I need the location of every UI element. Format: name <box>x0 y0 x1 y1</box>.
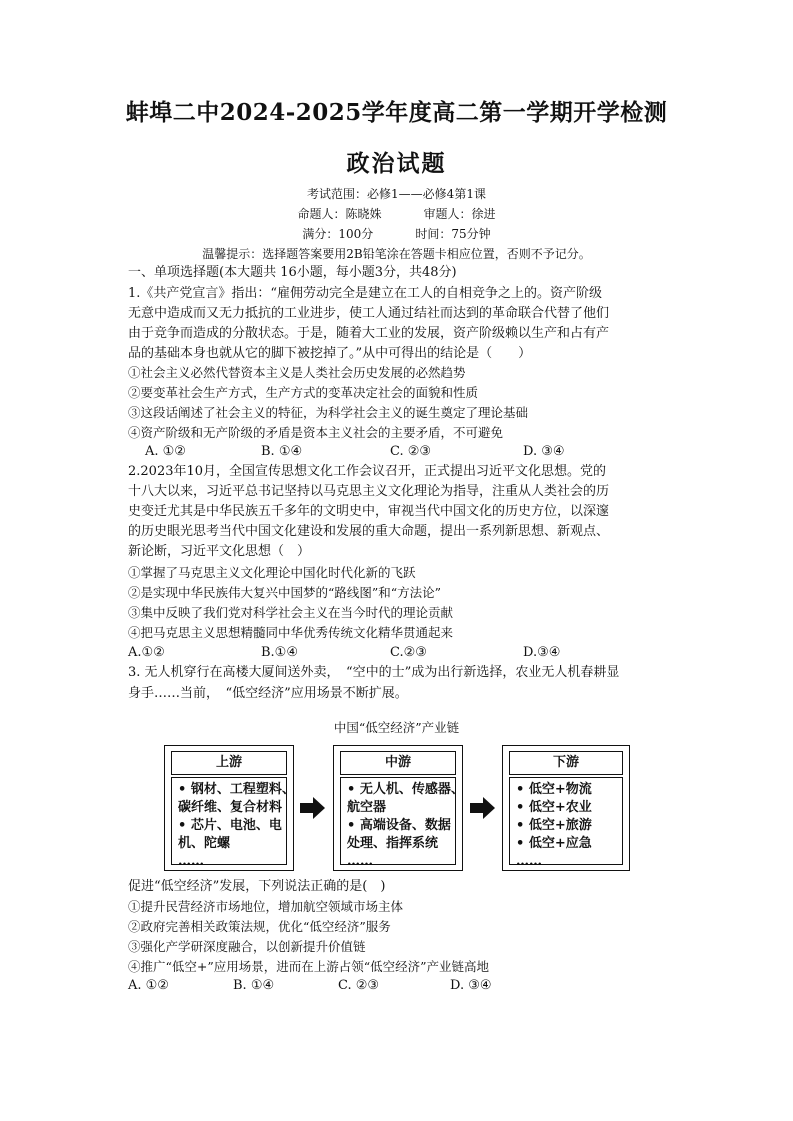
q1-option-c[interactable]: C. ②③ <box>390 444 432 459</box>
q1-option-a[interactable]: A. ①② <box>145 444 186 459</box>
q3-item: ②政府完善相关政策法规，优化“低空经济”服务 <box>128 919 391 934</box>
upstream-line: • 芯片、电池、电 <box>178 818 282 833</box>
midstream-line: • 高端设备、数据 <box>347 818 451 833</box>
q1-item: ③这段话阐述了社会主义的特征，为科学社会主义的诞生奠定了理论基础 <box>128 405 529 420</box>
q1-item: ④资产阶级和无产阶级的矛盾是资本主义社会的主要矛盾，不可避免 <box>128 425 504 440</box>
q2-stem-line: 十八大以来，习近平总书记坚持以马克思主义文化理论为指导，注重从人类社会的历 <box>128 484 610 499</box>
q3-item: ④推广“低空+”应用场景，进而在上游占领“低空经济”产业链高地 <box>128 959 490 974</box>
q3-stem-line: 3. 无人机穿行在高楼大厦间送外卖， “空中的士”成为出行新选择，农业无人机春耕显 <box>128 665 620 680</box>
downstream-title: 下游 <box>509 751 623 775</box>
q3-item: ③强化产学研深度融合，以创新提升价值链 <box>128 939 366 954</box>
downstream-line: • 低空+物流 <box>516 782 592 797</box>
q1-stem-line: 由于竞争而造成的分散状态。于是，随着大工业的发展，资产阶级赖以生产和占有产 <box>128 326 610 341</box>
upstream-line: 碳纤维、复合材料 <box>178 800 283 815</box>
midstream-line: 航空器 <box>347 800 387 815</box>
q3-item: ①提升民营经济市场地位，增加航空领域市场主体 <box>128 899 404 914</box>
q2-item: ①掌握了马克思主义文化理论中国化时代化新的飞跃 <box>128 565 416 580</box>
upstream-line: 机、陀螺 <box>178 836 231 851</box>
author-label: 命题人：陈晓姝 <box>297 207 382 221</box>
q2-item: ③集中反映了我们党对科学社会主义在当今时代的理论贡献 <box>128 605 454 620</box>
reviewer-label: 审题人：徐进 <box>423 207 496 221</box>
upstream-title: 上游 <box>171 751 287 775</box>
midstream-title: 中游 <box>340 751 456 775</box>
q2-option-c[interactable]: C.②③ <box>390 645 427 660</box>
q2-option-a[interactable]: A.①② <box>128 645 165 660</box>
q3-question-stem: 促进“低空经济”发展，下列说法正确的是( ) <box>128 879 386 894</box>
midstream-line: 处理、指挥系统 <box>347 836 439 851</box>
q3-option-a[interactable]: A. ①② <box>128 978 169 993</box>
q3-stem-line: 身手……当前， “低空经济”应用场景不断扩展。 <box>128 686 408 701</box>
q1-item: ①社会主义必然代替资本主义是人类社会历史发展的必然趋势 <box>128 365 466 380</box>
midstream-line: • 无人机、传感器、 <box>347 782 464 797</box>
q2-option-b[interactable]: B.①④ <box>261 645 298 660</box>
q1-stem-line: 品的基础本身也就从它的脚下被挖掉了。”从中可得出的结论是（ ） <box>128 346 532 361</box>
downstream-line: • 低空+应急 <box>516 836 592 851</box>
midstream-line: …… <box>347 854 373 869</box>
upstream-line: • 钢材、工程塑料、 <box>178 782 295 797</box>
q2-item: ②是实现中华民族伟大复兴中国梦的“路线图”和“方法论” <box>128 585 442 600</box>
q3-option-d[interactable]: D. ③④ <box>450 978 492 993</box>
q1-stem-line: 无意中造成而又无力抵抗的工业进步，使工人通过结社而达到的革命联合代替了他们 <box>128 306 610 321</box>
q1-stem-line: 1.《共产党宣言》指出：“雇佣劳动完全是建立在工人的自相竞争之上的。资产阶级 <box>128 286 603 301</box>
exam-score-time <box>0 225 793 242</box>
q3-option-b[interactable]: B. ①④ <box>233 978 275 993</box>
section-title: 一、单项选择题(本大题共 16小题，每小题3分，共48分) <box>128 265 457 280</box>
q2-option-d[interactable]: D.③④ <box>523 645 561 660</box>
upstream-line: …… <box>178 854 204 869</box>
diagram-caption: 中国“低空经济”产业链 <box>333 720 460 735</box>
downstream-line: • 低空+农业 <box>516 800 592 815</box>
downstream-list <box>509 777 623 869</box>
q1-option-d[interactable]: D. ③④ <box>523 444 565 459</box>
q2-item: ④把马克思主义思想精髓同中华优秀传统文化精华贯通起来 <box>128 625 454 640</box>
score-label: 满分：100分 <box>302 227 374 241</box>
upstream-box <box>164 745 294 871</box>
q2-stem-line: 2.2023年10月，全国宣传思想文化工作会议召开，正式提出习近平文化思想。党的 <box>128 464 607 479</box>
q2-stem-line: 的历史眼光思考当代中国文化建设和发展的重大命题，提出一系列新思想、新观点、 <box>128 524 610 539</box>
exam-authors <box>0 205 793 222</box>
midstream-box <box>333 745 463 871</box>
q1-item: ②要变革社会生产方式，生产方式的变革决定社会的面貌和性质 <box>128 385 479 400</box>
time-label: 时间：75分钟 <box>415 227 491 241</box>
exam-title: 蚌埠二中2024-2025学年度高二第一学期开学检测 <box>125 99 668 126</box>
downstream-line: …… <box>516 854 542 869</box>
midstream-list <box>340 777 464 869</box>
q2-stem-line: 史变迁尤其是中华民族五千多年的文明史中，审视当代中国文化的历史方位，以深邃 <box>128 504 610 519</box>
q3-option-c[interactable]: C. ②③ <box>338 978 380 993</box>
upstream-list <box>171 777 295 869</box>
q1-option-b[interactable]: B. ①④ <box>261 444 303 459</box>
exam-notice: 温馨提示：选择题答案要用2B铅笔涂在答题卡相应位置，否则不予记分。 <box>202 247 591 261</box>
downstream-box <box>502 745 630 871</box>
downstream-line: • 低空+旅游 <box>516 818 592 833</box>
q2-stem-line: 新论断，习近平文化思想（ ） <box>128 544 311 559</box>
exam-subject: 政治试题 <box>346 150 447 177</box>
exam-scope: 考试范围：必修1——必修4第1课 <box>307 187 486 201</box>
